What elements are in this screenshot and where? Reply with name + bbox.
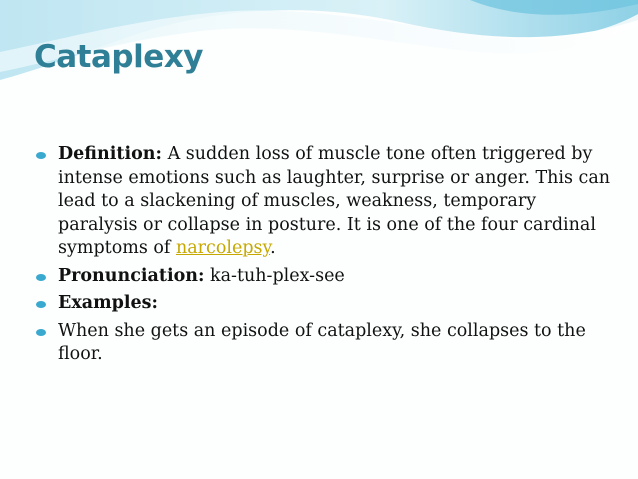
bullet-label: Definition: xyxy=(58,144,162,164)
bullet-example-sentence xyxy=(34,320,614,367)
bullet-dot-icon xyxy=(36,301,46,308)
bullet-text: ka-tuh-plex-see xyxy=(204,265,345,286)
bullet-dot-icon xyxy=(36,274,46,281)
bullet-text: A sudden loss of muscle tone often triggered by intense emotions such as laughter, surprise or anger. This can lead to a slackening of muscles, weakness, temporary paralysis or collapse in posture. It is one of the four cardinal symptoms of xyxy=(58,144,611,258)
bullet-dot-icon xyxy=(36,329,46,336)
bullet-pronunciation xyxy=(34,265,614,289)
slide-title: Cataplexy xyxy=(34,39,203,75)
bullet-label: Pronunciation: xyxy=(58,265,205,286)
narcolepsy-link[interactable]: narcolepsy xyxy=(175,238,271,258)
bullet-tail: . xyxy=(270,238,276,258)
bullet-dot-icon xyxy=(36,152,46,159)
bullet-definition xyxy=(34,143,614,261)
bullet-list xyxy=(34,143,614,371)
bullet-examples xyxy=(34,292,614,316)
bullet-label: Examples: xyxy=(58,293,158,313)
bullet-text: When she gets an episode of cataplexy, she collapses to the floor. xyxy=(58,320,586,364)
